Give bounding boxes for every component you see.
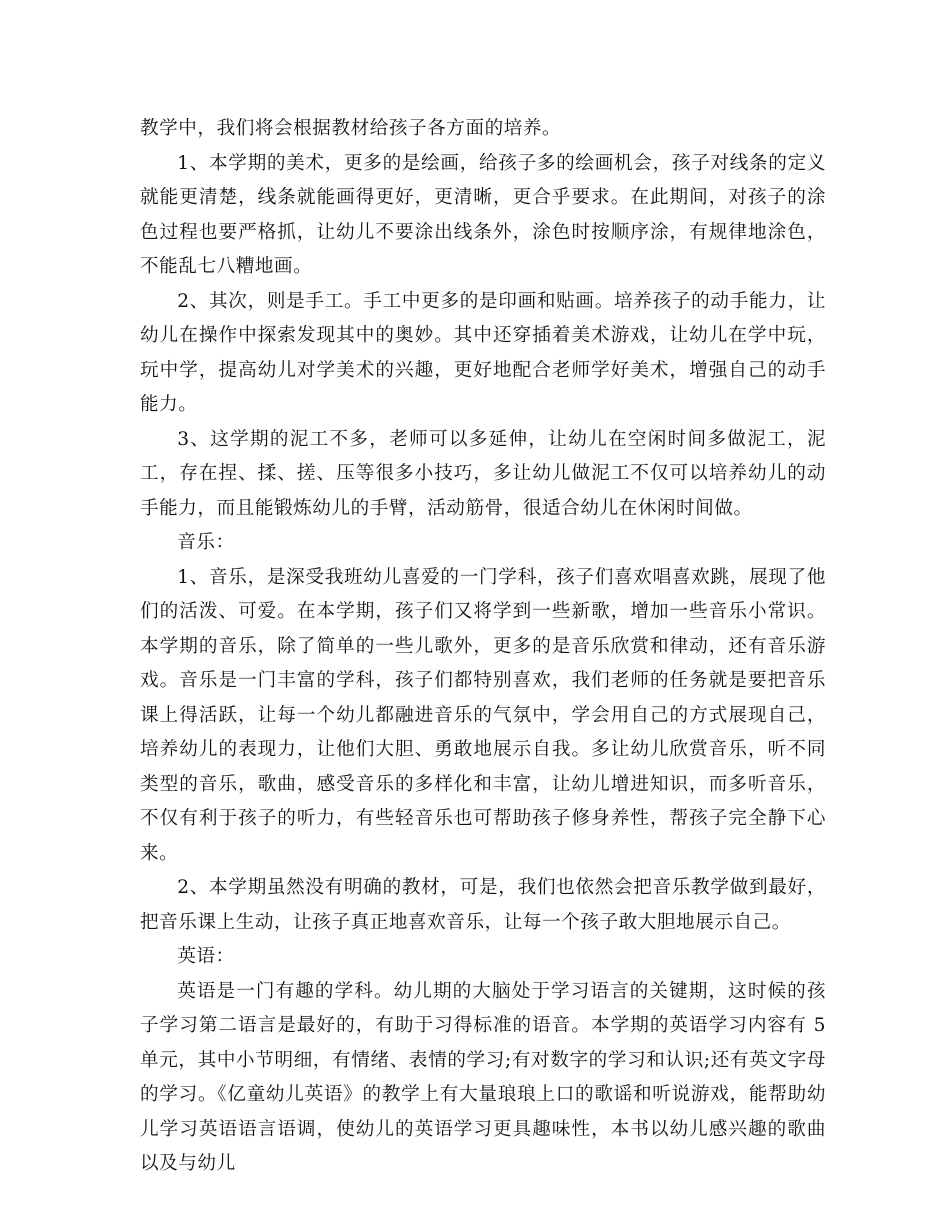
section-heading-music: 音乐：	[177, 532, 235, 553]
paragraph-music-1: 1、音乐，是深受我班幼儿喜爱的一门学科，孩子们喜欢唱喜欢跳，展现了他们的活泼、可爱。在本学期，孩子们又将学到一些新歌，增加一些音乐小常识。本学期的音乐，除了简单的一些儿歌外，更多的是音乐欣赏和律动，还有音乐游戏。音乐是一门丰富的学科，孩子们都特别喜欢，我们老师的任务就是要把音乐课上得活跃，让每一个幼儿都融进音乐的气氛中，学会用自己的方式展现自己，培养幼儿的表现力，让他们大胆、勇敢地展示自我。多让幼儿欣赏音乐，听不同类型的音乐，歌曲，感受音乐的多样化和丰富，让幼儿增进知识，而多听音乐，不仅有利于孩子的听力，有些轻音乐也可帮助孩子修身养性，帮孩子完全静下心来。	[140, 566, 826, 864]
paragraph-art-clay: 3、这学期的泥工不多，老师可以多延伸，让幼儿在空闲时间多做泥工，泥工，存在捏、揉、搓、压等很多小技巧，多让幼儿做泥工不仅可以培养幼儿的动手能力，而且能锻炼幼儿的手臂，活动筋骨，很适合幼儿在休闲时间做。	[140, 428, 826, 519]
document-body	[140, 112, 826, 1182]
paragraph-english: 英语是一门有趣的学科。幼儿期的大脑处于学习语言的关键期，这时候的孩子学习第二语言是最好的，有助于习得标准的语音。本学期的英语学习内容有 5 单元，其中小节明细，有情绪、表情的学习;有对数字的学习和认识;还有英文字母的学习。《亿童幼儿英语》的教学上有大量琅琅上口的歌谣和听说游戏，能帮助幼儿学习英语语言语调，使幼儿的英语学习更具趣味性，本书以幼儿感兴趣的歌曲以及与幼儿	[140, 980, 826, 1174]
paragraph-intro-continuation: 教学中，我们将会根据教材给孩子各方面的培养。	[140, 118, 562, 139]
paragraph-music-2: 2、本学期虽然没有明确的教材，可是，我们也依然会把音乐教学做到最好，把音乐课上生动，让孩子真正地喜欢音乐，让每一个孩子敢大胆地展示自己。	[140, 877, 826, 933]
paragraph-art-drawing: 1、本学期的美术，更多的是绘画，给孩子多的绘画机会，孩子对线条的定义就能更清楚，线条就能画得更好，更清晰，更合乎要求。在此期间，对孩子的涂色过程也要严格抓，让幼儿不要涂出线条外，涂色时按顺序涂，有规律地涂色，不能乱七八糟地画。	[140, 152, 826, 277]
section-heading-english: 英语：	[177, 946, 235, 967]
paragraph-art-handcraft: 2、其次，则是手工。手工中更多的是印画和贴画。培养孩子的动手能力，让幼儿在操作中探索发现其中的奥妙。其中还穿插着美术游戏，让幼儿在学中玩，玩中学，提高幼儿对学美术的兴趣，更好地配合老师学好美术，增强自己的动手能力。	[140, 290, 826, 415]
